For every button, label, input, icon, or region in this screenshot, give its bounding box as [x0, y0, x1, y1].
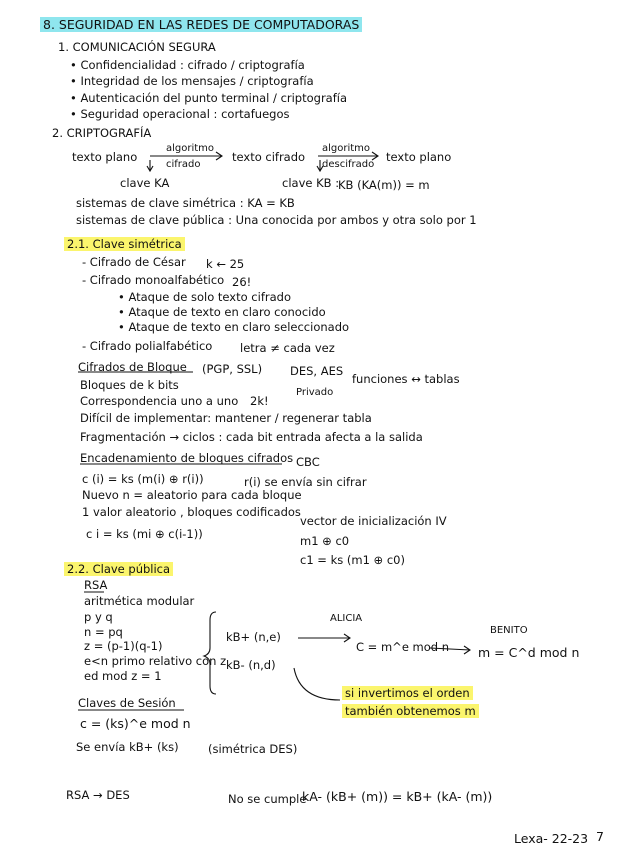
flow-plain-text: texto plano	[72, 150, 138, 164]
flow-algorithm-2: algoritmo	[322, 143, 371, 154]
cbc-f4: c1 = ks (m1 ⊕ c0)	[300, 553, 405, 567]
cbc-f3: m1 ⊕ c0	[300, 534, 350, 548]
sesion-f2-note: (simétrica DES)	[208, 742, 298, 756]
sym-line: sistemas de clave simétrica : KA = KB	[76, 196, 295, 210]
rsa-brace	[204, 612, 216, 694]
rsa-note-1: si invertimos el orden	[342, 686, 473, 700]
cbc-title: Encadenamiento de bloques cifrados	[80, 451, 294, 465]
no-cumple-formula: kA- (kB+ (m)) = kB+ (kA- (m))	[302, 789, 493, 804]
cbc-f1-note: r(i) se envía sin cifrar	[244, 475, 367, 489]
cbc-iv: vector de inicialización IV	[300, 514, 447, 528]
cbc-l2: Nuevo n = aleatorio para cada bloque	[82, 488, 302, 502]
kb-private: kB- (n,d)	[226, 658, 276, 672]
pub-line: sistemas de clave pública : Una conocida por ambos y otra solo por 1	[76, 213, 477, 227]
section-title: 8. SEGURIDAD EN LAS REDES DE COMPUTADORAS	[40, 18, 362, 32]
rsa-des: RSA → DES	[66, 788, 130, 802]
s1-item: • Integridad de los mensajes / criptografía	[70, 74, 314, 88]
bloque-tags: (PGP, SSL)	[202, 362, 263, 376]
s22-title: 2.2. Clave pública	[64, 562, 173, 576]
cbc-f2: c i = ks (mi ⊕ c(i-1))	[86, 527, 203, 541]
bloque-pow: 2k!	[250, 394, 269, 408]
key-b: clave KB :	[282, 176, 340, 190]
key-a: clave KA	[120, 176, 170, 190]
attack: • Ataque de texto en claro conocido	[118, 305, 326, 319]
bloque-algs: DES, AES	[290, 364, 344, 378]
sesion-title: Claves de Sesión	[78, 696, 176, 710]
flow-plain-text-2: texto plano	[386, 150, 452, 164]
s1-item: • Autenticación del punto terminal / criptografía	[70, 91, 348, 105]
cbc-f1: c (i) = ks (m(i) ⊕ r(i))	[82, 472, 204, 486]
s1-item: • Confidencialidad : cifrado / criptografía	[70, 58, 305, 72]
curved-arrow	[294, 668, 340, 700]
rsa-note-2: también obtenemos m	[342, 704, 479, 718]
flow-descifrado: descifrado	[322, 159, 375, 170]
bloque-title: Cifrados de Bloque	[78, 360, 187, 374]
rsa-line: z = (p-1)(q-1)	[84, 639, 163, 653]
rsa-line: ed mod z = 1	[84, 669, 162, 683]
rsa-cipher: C = m^e mod n	[356, 640, 450, 654]
flow-cipher-text: texto cifrado	[232, 150, 306, 164]
bloque-privado: Privado	[296, 387, 334, 398]
bloque-line: Bloques de k bits	[80, 378, 179, 392]
cbc-l3: 1 valor aleatorio , bloques codificados	[82, 505, 301, 519]
rsa-line: n = pq	[84, 625, 123, 639]
flow-cifrado: cifrado	[166, 159, 201, 170]
s1-item: • Seguridad operacional : cortafuegos	[70, 107, 290, 121]
attack: • Ataque de texto en claro seleccionado	[118, 320, 350, 334]
page-number: 7	[596, 829, 604, 844]
cesar: - Cifrado de César	[82, 255, 186, 269]
attack: • Ataque de solo texto cifrado	[118, 290, 291, 304]
mono-n: 26!	[232, 275, 252, 289]
s21-title: 2.1. Clave simétrica	[64, 237, 185, 251]
benito-label: BENITO	[490, 625, 528, 636]
bloque-algs-note: funciones ↔ tablas	[352, 372, 460, 386]
mono: - Cifrado monoalfabético	[82, 273, 225, 287]
rsa-decipher: m = C^d mod n	[478, 645, 580, 660]
rsa-label: RSA	[84, 578, 108, 592]
no-cumple: No se cumple	[228, 792, 307, 806]
sesion-f2: Se envía kB+ (ks)	[76, 740, 179, 754]
s2-title: 2. CRIPTOGRAFÍA	[52, 126, 152, 140]
cesar-k: k ← 25	[206, 257, 245, 271]
poli: - Cifrado polialfabético	[82, 339, 213, 353]
poli-note: letra ≠ cada vez	[240, 341, 335, 355]
kb-public: kB+ (n,e)	[226, 630, 281, 644]
rsa-line: p y q	[84, 610, 113, 624]
s1-title: 1. COMUNICACIÓN SEGURA	[58, 40, 216, 54]
signature: Lexa- 22-23	[514, 831, 589, 846]
rsa-line: aritmética modular	[84, 594, 195, 608]
bloque-line: Difícil de implementar: mantener / regenerar tabla	[80, 411, 372, 425]
flow-algorithm-1: algoritmo	[166, 143, 215, 154]
sesion-f1: c = (ks)^e mod n	[80, 716, 191, 731]
alicia-label: ALICIA	[330, 613, 363, 624]
bloque-line: Fragmentación → ciclos : cada bit entrada afecta a la salida	[80, 430, 423, 444]
cbc-tag: CBC	[296, 455, 320, 469]
bloque-line: Correspondencia uno a uno	[80, 394, 239, 408]
rsa-line: e<n primo relativo con z	[84, 654, 227, 668]
key-formula: KB (KA(m)) = m	[338, 178, 430, 192]
